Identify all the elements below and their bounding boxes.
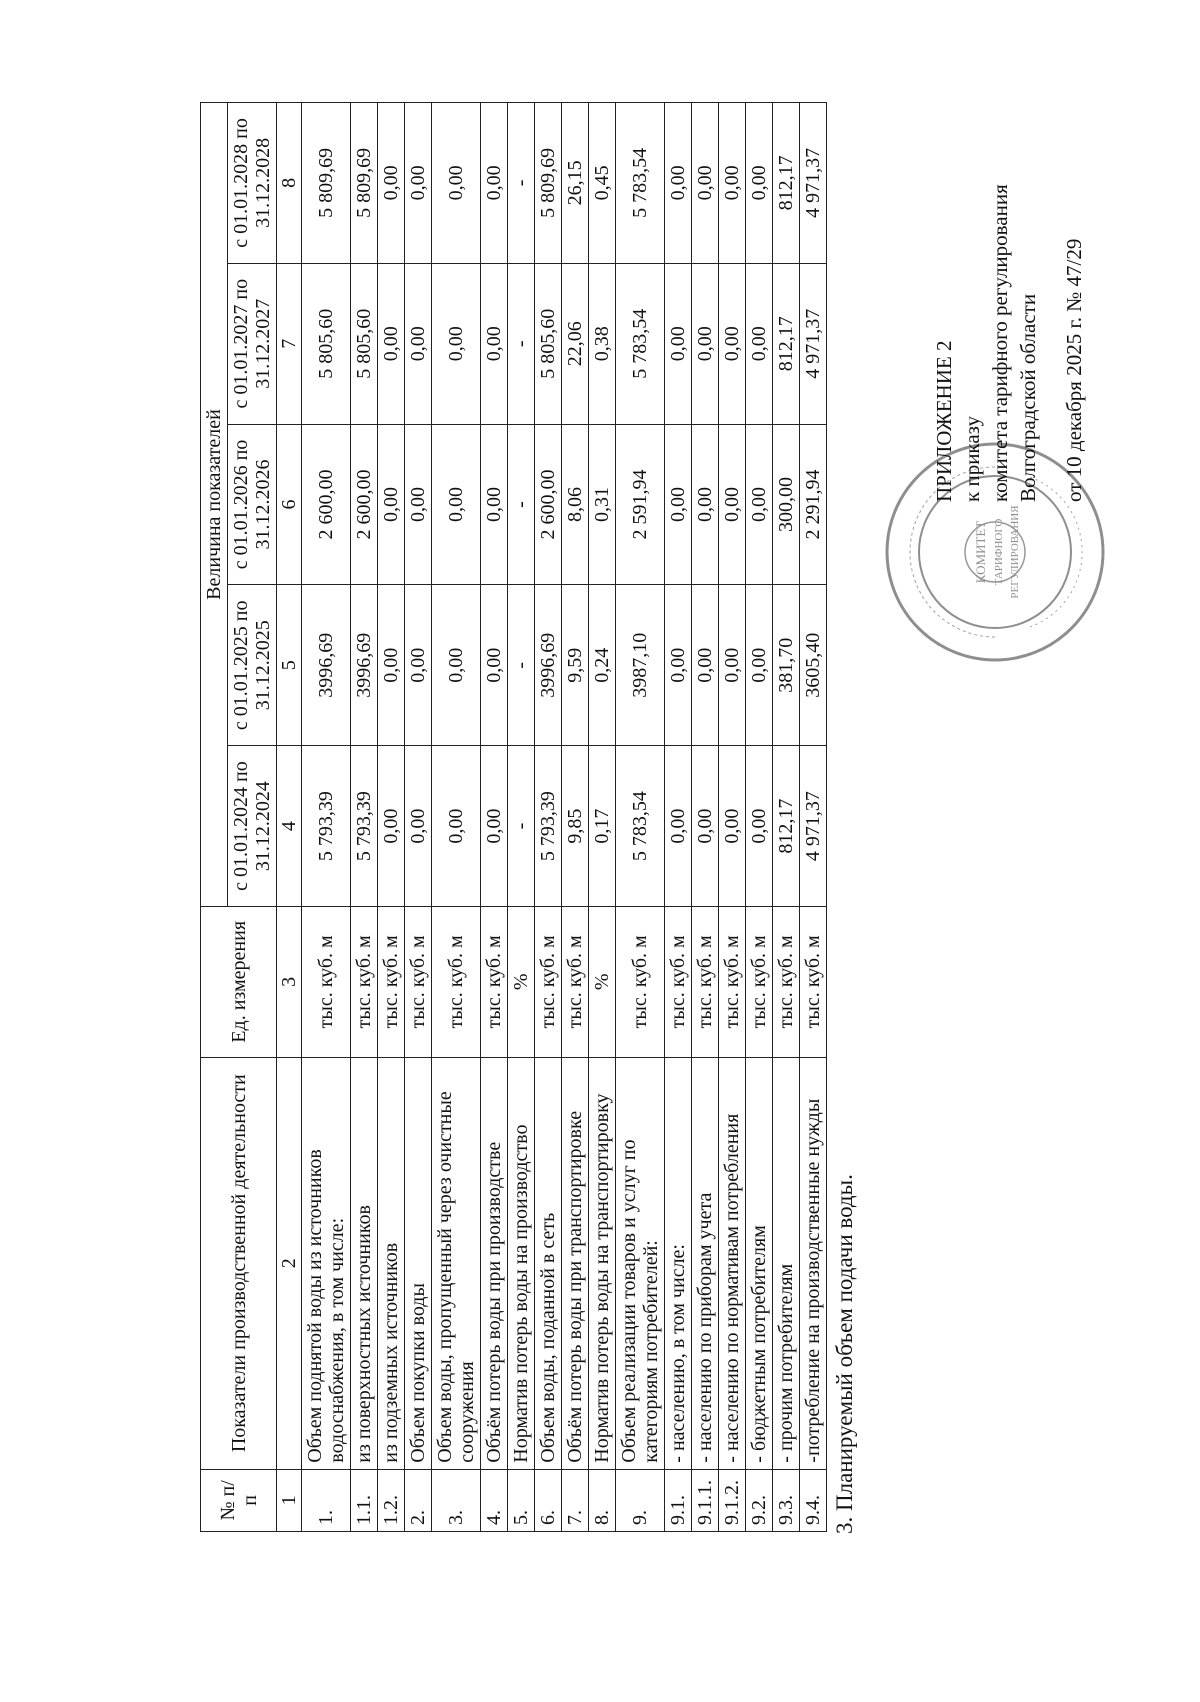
row-value: 5 783,54 <box>616 103 665 264</box>
row-value: 2 291,94 <box>800 424 827 585</box>
row-value: 0,00 <box>432 263 481 424</box>
row-indicator: из подземных источников <box>378 1057 405 1469</box>
table-row <box>773 103 800 1532</box>
row-value: 0,00 <box>378 585 405 746</box>
row-number: 8. <box>589 1469 616 1531</box>
svg-text:РЕГУЛИРОВАНИЯ: РЕГУЛИРОВАНИЯ <box>1009 505 1021 599</box>
row-value: 812,17 <box>773 263 800 424</box>
row-value: 2 600,00 <box>351 424 378 585</box>
header-num: № п/п <box>201 1469 277 1531</box>
row-unit: тыс. куб. м <box>719 906 746 1057</box>
row-value: 5 805,60 <box>535 263 562 424</box>
row-value: 0,00 <box>405 263 432 424</box>
row-value: 0,00 <box>719 424 746 585</box>
col-number: 4 <box>277 746 302 907</box>
row-indicator: Объем воды, пропущенный через очистные сооружения <box>432 1057 481 1469</box>
row-number: 6. <box>535 1469 562 1531</box>
row-indicator: из поверхностных источников <box>351 1057 378 1469</box>
row-value: 3996,69 <box>351 585 378 746</box>
row-unit: тыс. куб. м <box>351 906 378 1057</box>
row-value: 5 809,69 <box>351 103 378 264</box>
row-value: - <box>508 263 535 424</box>
col-number: 2 <box>277 1057 302 1469</box>
row-value: 5 793,39 <box>302 746 351 907</box>
row-value: - <box>508 746 535 907</box>
header-unit: Ед. измерения <box>201 906 277 1057</box>
row-value: 4 971,37 <box>800 103 827 264</box>
row-number: 9.1.1. <box>692 1469 719 1531</box>
row-value: 9,59 <box>562 585 589 746</box>
region-name: Волгоградской области <box>1016 293 1040 502</box>
row-unit: тыс. куб. м <box>378 906 405 1057</box>
row-value: 0,00 <box>432 746 481 907</box>
table-row <box>800 103 827 1532</box>
row-value: 2 600,00 <box>302 424 351 585</box>
row-number: 4. <box>481 1469 508 1531</box>
row-value: 0,00 <box>665 585 692 746</box>
row-value: 0,38 <box>589 263 616 424</box>
row-value: 0,00 <box>746 424 773 585</box>
column-numbering-row <box>277 103 302 1532</box>
col-number: 1 <box>277 1469 302 1531</box>
row-value: 9,85 <box>562 746 589 907</box>
row-value: 0,00 <box>665 103 692 264</box>
row-indicator: - населению по нормативам потребления <box>719 1057 746 1469</box>
row-value: 0,00 <box>719 746 746 907</box>
row-value: - <box>508 424 535 585</box>
row-value: 4 971,37 <box>800 263 827 424</box>
row-value: 0,00 <box>665 263 692 424</box>
row-value: 5 809,69 <box>535 103 562 264</box>
table-row <box>616 103 665 1532</box>
row-value: 5 783,54 <box>616 746 665 907</box>
row-value: 0,00 <box>746 263 773 424</box>
row-value: 300,00 <box>773 424 800 585</box>
row-unit: тыс. куб. м <box>746 906 773 1057</box>
row-indicator: Объем воды, поданной в сеть <box>535 1057 562 1469</box>
row-unit: тыс. куб. м <box>773 906 800 1057</box>
row-value: 0,31 <box>589 424 616 585</box>
row-value: 0,00 <box>746 746 773 907</box>
table-row <box>378 103 405 1532</box>
table-row <box>589 103 616 1532</box>
row-number: 9.1. <box>665 1469 692 1531</box>
col-number: 7 <box>277 263 302 424</box>
row-indicator: -потребление на производственные нужды <box>800 1057 827 1469</box>
row-value: 5 809,69 <box>302 103 351 264</box>
row-value: 0,17 <box>589 746 616 907</box>
row-number: 7. <box>562 1469 589 1531</box>
committee-name: комитета тарифного регулирования <box>988 184 1012 502</box>
row-value: 0,00 <box>378 746 405 907</box>
col-number: 8 <box>277 103 302 264</box>
col-number: 5 <box>277 585 302 746</box>
row-value: 0,00 <box>481 746 508 907</box>
row-number: 9.1.2. <box>719 1469 746 1531</box>
row-value: 5 783,54 <box>616 263 665 424</box>
table-row <box>432 103 481 1532</box>
header-period-2026: с 01.01.2026 по 31.12.2026 <box>228 424 277 585</box>
row-value: 0,00 <box>405 103 432 264</box>
row-value: 2 591,94 <box>616 424 665 585</box>
header-period-2027: с 01.01.2027 по 31.12.2027 <box>228 263 277 424</box>
row-value: 3605,40 <box>800 585 827 746</box>
row-unit: тыс. куб. м <box>535 906 562 1057</box>
row-value: 0,24 <box>589 585 616 746</box>
table-row <box>562 103 589 1532</box>
row-value: 0,00 <box>692 746 719 907</box>
row-value: 381,70 <box>773 585 800 746</box>
appendix-title: ПРИЛОЖЕНИЕ 2 <box>932 340 956 502</box>
col-number: 6 <box>277 424 302 585</box>
row-value: 812,17 <box>773 746 800 907</box>
row-value: - <box>508 585 535 746</box>
row-number: 9.2. <box>746 1469 773 1531</box>
row-indicator: Объем поднятой воды из источников водоснабжения, в том числе: <box>302 1057 351 1469</box>
table-row <box>692 103 719 1532</box>
table-row <box>665 103 692 1532</box>
order-date: от 10 декабря 2025 г. № 47/29 <box>1062 238 1086 502</box>
row-value: 0,00 <box>665 746 692 907</box>
svg-text:КОМИТЕТ: КОМИТЕТ <box>973 520 988 584</box>
row-value: 0,00 <box>378 424 405 585</box>
row-value: 0,00 <box>432 424 481 585</box>
svg-text:ТАРИФНОГО: ТАРИФНОГО <box>993 518 1005 586</box>
row-value: 2 600,00 <box>535 424 562 585</box>
row-value: 5 805,60 <box>351 263 378 424</box>
row-value: 3996,69 <box>535 585 562 746</box>
row-unit: тыс. куб. м <box>800 906 827 1057</box>
row-value: 0,00 <box>432 103 481 264</box>
table-row <box>481 103 508 1532</box>
row-value: 0,00 <box>746 585 773 746</box>
row-value: 0,00 <box>481 103 508 264</box>
row-value: 0,00 <box>746 103 773 264</box>
row-number: 9.3. <box>773 1469 800 1531</box>
row-number: 1.1. <box>351 1469 378 1531</box>
row-unit: тыс. куб. м <box>432 906 481 1057</box>
row-value: 0,00 <box>481 585 508 746</box>
row-number: 1. <box>302 1469 351 1531</box>
row-unit: тыс. куб. м <box>562 906 589 1057</box>
water-supply-table <box>200 102 827 1532</box>
row-value: 3987,10 <box>616 585 665 746</box>
table-row <box>302 103 351 1532</box>
row-indicator: Объем покупки воды <box>405 1057 432 1469</box>
row-value: 812,17 <box>773 103 800 264</box>
row-value: 0,00 <box>405 424 432 585</box>
row-indicator: Объём потерь воды при производстве <box>481 1057 508 1469</box>
row-value: 0,00 <box>405 585 432 746</box>
row-value: 0,00 <box>719 585 746 746</box>
row-indicator: Норматив потерь воды на транспортировку <box>589 1057 616 1469</box>
row-unit: % <box>508 906 535 1057</box>
row-unit: тыс. куб. м <box>616 906 665 1057</box>
row-indicator: - населению, в том числе: <box>665 1057 692 1469</box>
row-value: 0,00 <box>378 103 405 264</box>
table-row <box>535 103 562 1532</box>
header-indicator: Показатели производственной деятельности <box>201 1057 277 1469</box>
row-value: 8,06 <box>562 424 589 585</box>
row-number: 5. <box>508 1469 535 1531</box>
row-indicator: - прочим потребителям <box>773 1057 800 1469</box>
row-unit: тыс. куб. м <box>665 906 692 1057</box>
row-value: 5 793,39 <box>535 746 562 907</box>
row-number: 3. <box>432 1469 481 1531</box>
row-unit: тыс. куб. м <box>481 906 508 1057</box>
section-title: 3. Планируемый объем подачи воды. <box>832 1174 857 1534</box>
row-value: 5 805,60 <box>302 263 351 424</box>
row-unit: % <box>589 906 616 1057</box>
table-row <box>508 103 535 1532</box>
table-row <box>405 103 432 1532</box>
row-value: 5 793,39 <box>351 746 378 907</box>
row-number: 9.4. <box>800 1469 827 1531</box>
row-value: 0,00 <box>481 263 508 424</box>
row-value: 0,00 <box>665 424 692 585</box>
row-value: 0,45 <box>589 103 616 264</box>
row-value: 4 971,37 <box>800 746 827 907</box>
appendix-header <box>930 2 1088 502</box>
table-body <box>302 103 827 1532</box>
row-value: 26,15 <box>562 103 589 264</box>
row-indicator: Объём потерь воды при транспортировке <box>562 1057 589 1469</box>
row-unit: тыс. куб. м <box>692 906 719 1057</box>
row-unit: тыс. куб. м <box>405 906 432 1057</box>
header-period-2024: с 01.01.2024 по 31.12.2024 <box>228 746 277 907</box>
row-value: 22,06 <box>562 263 589 424</box>
row-value: 0,00 <box>719 103 746 264</box>
row-value: 3996,69 <box>302 585 351 746</box>
row-value: 0,00 <box>692 585 719 746</box>
row-value: 0,00 <box>692 263 719 424</box>
row-indicator: Норматив потерь воды на производство <box>508 1057 535 1469</box>
header-period-2025: с 01.01.2025 по 31.12.2025 <box>228 585 277 746</box>
row-value: 0,00 <box>405 746 432 907</box>
row-value: 0,00 <box>692 103 719 264</box>
row-indicator: Объем реализации товаров и услуг по категориям потребителей: <box>616 1057 665 1469</box>
table-row <box>719 103 746 1532</box>
row-number: 9. <box>616 1469 665 1531</box>
row-value: 0,00 <box>692 424 719 585</box>
col-number: 3 <box>277 906 302 1057</box>
order-reference: к приказу <box>960 416 984 502</box>
row-value: 0,00 <box>481 424 508 585</box>
header-values-group: Величина показателей <box>201 103 228 907</box>
row-value: 0,00 <box>378 263 405 424</box>
row-indicator: - бюджетным потребителям <box>746 1057 773 1469</box>
row-value: 0,00 <box>432 585 481 746</box>
row-indicator: - населению по приборам учета <box>692 1057 719 1469</box>
table-row <box>351 103 378 1532</box>
row-number: 2. <box>405 1469 432 1531</box>
row-number: 1.2. <box>378 1469 405 1531</box>
row-value: - <box>508 103 535 264</box>
row-value: 0,00 <box>719 263 746 424</box>
header-period-2028: с 01.01.2028 по 31.12.2028 <box>228 103 277 264</box>
table-row <box>746 103 773 1532</box>
row-unit: тыс. куб. м <box>302 906 351 1057</box>
